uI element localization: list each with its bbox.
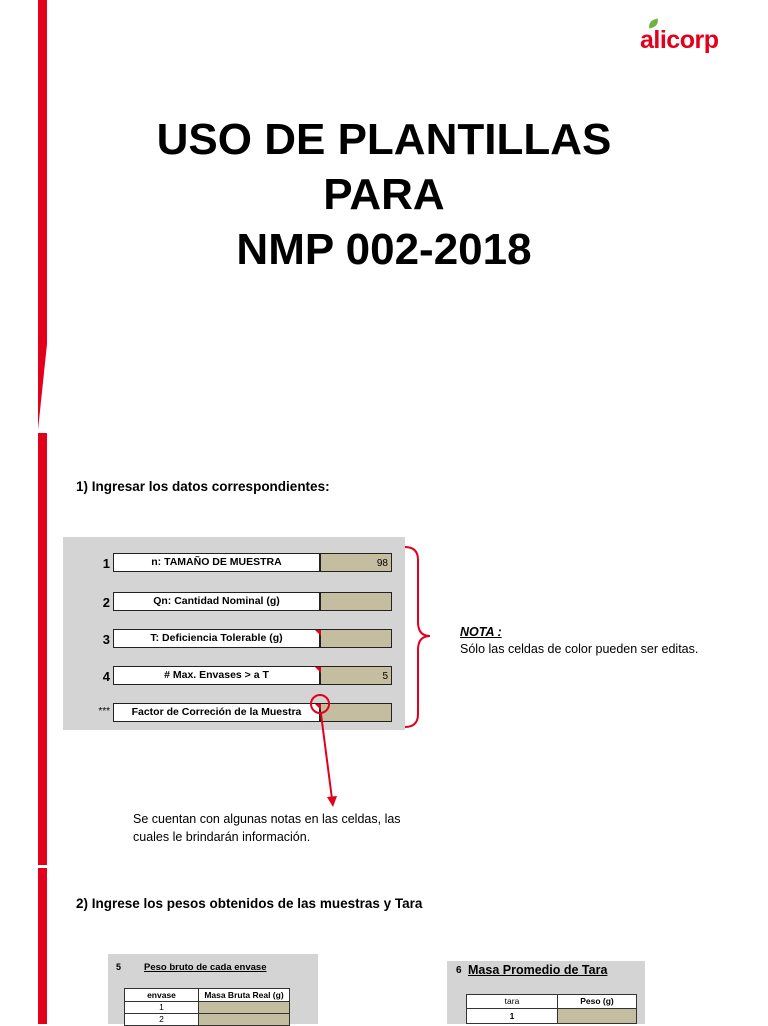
sample-size-label: n: TAMAÑO DE MUESTRA <box>113 553 320 572</box>
sample-size-input[interactable]: 98 <box>320 553 392 572</box>
step2-heading: 2) Ingrese los pesos obtenidos de las muestras y Tara <box>76 896 423 911</box>
row-number: 3 <box>102 632 110 647</box>
row-number: 4 <box>102 669 110 684</box>
row-number: 1 <box>102 556 110 571</box>
table6-title: Masa Promedio de Tara <box>468 963 608 977</box>
table6-header-tara: tara <box>466 994 558 1009</box>
max-containers-label: # Max. Envases > a T <box>113 666 320 685</box>
table5-mass-input[interactable] <box>198 1013 290 1026</box>
note-title: NOTA : <box>460 625 502 639</box>
table6-weight-input[interactable] <box>557 1008 637 1024</box>
tolerable-deficiency-label: T: Deficiencia Tolerable (g) <box>113 629 320 648</box>
max-containers-input[interactable]: 5 <box>320 666 392 685</box>
highlight-circle <box>311 695 329 713</box>
nominal-quantity-label: Qn: Cantidad Nominal (g) <box>113 592 320 611</box>
table6-number: 6 <box>456 965 462 976</box>
row-number: *** <box>98 706 110 717</box>
title-line-2: PARA <box>323 170 445 219</box>
note-text: Sólo las celdas de color pueden ser editas. <box>460 642 699 656</box>
table5-row-index: 1 <box>124 1001 199 1014</box>
row-number: 2 <box>102 595 110 610</box>
title-line-3: NMP 002-2018 <box>236 225 532 274</box>
step1-heading: 1) Ingresar los datos correspondientes: <box>76 479 330 494</box>
table5-header-mass: Masa Bruta Real (g) <box>198 988 290 1002</box>
table5-number: 5 <box>116 962 122 972</box>
title-line-1: USO DE PLANTILLAS <box>156 115 612 164</box>
callout-text: Se cuentan con algunas notas en las celdas, las cuales le brindarán información. <box>133 812 401 844</box>
table5-title: Peso bruto de cada envase <box>144 962 267 973</box>
table6-header-weight: Peso (g) <box>557 994 637 1009</box>
logo-text: alicorp <box>640 26 719 54</box>
correction-factor-label: Factor de Correción de la Muestra <box>113 703 320 722</box>
table5-row-index: 2 <box>124 1013 199 1026</box>
callout-arrow-line <box>321 714 332 799</box>
table6-row-index: 1 <box>466 1008 558 1024</box>
bracket-shape <box>405 547 430 727</box>
table5-header-envase: envase <box>124 988 199 1002</box>
callout-arrow-head <box>327 796 337 807</box>
